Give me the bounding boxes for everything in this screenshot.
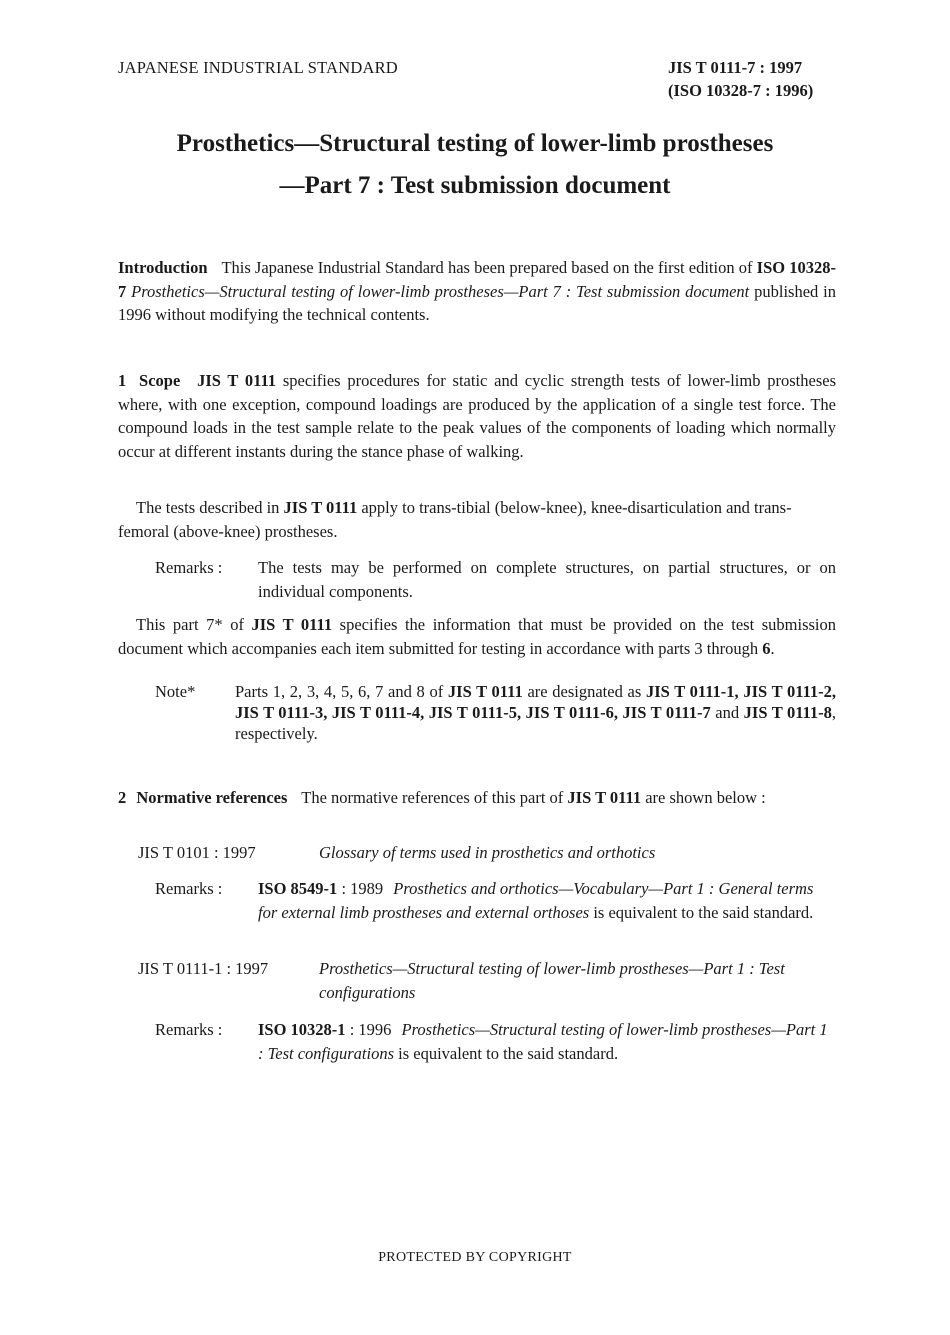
ref1-title: Glossary of terms used in prosthetics and orthotics (319, 843, 656, 862)
normative-number: 2 (118, 788, 127, 807)
ref1-code: JIS T 0101 : 1997 (138, 843, 256, 862)
scope-number: 1 (118, 371, 127, 390)
iso-number: (ISO 10328-7 : 1996) (668, 81, 814, 100)
ref2-title: Prosthetics—Structural testing of lower-limb prostheses—Part 1 : Test configurations (319, 959, 785, 1002)
ref2-remarks-text: ISO 10328-1 : 1996 Prosthetics—Structural testing of lower-limb prostheses—Part 1 : Test configurations is equivalent to the said standard. (258, 1020, 828, 1063)
introduction-heading: Introduction (118, 258, 208, 277)
document-title-line2: —Part 7 : Test submission document (279, 172, 671, 199)
copyright-footer: PROTECTED BY COPYRIGHT (378, 1250, 572, 1265)
scope-remarks-text: The tests may be performed on complete structures, on partial structures, or on individual components. (258, 558, 836, 601)
document-number (668, 56, 813, 102)
note-label: Note* (155, 682, 196, 701)
normative-paragraph: 2 Normative references The normative references of this part of JIS T 0111 are shown below : (118, 788, 766, 807)
jis-number: JIS T 0111-7 : 1997 (668, 58, 803, 77)
introduction-paragraph: Introduction This Japanese Industrial Standard has been prepared based on the first edition of ISO 10328-7 Prosthetics—Structural testing of lower-limb prostheses—Part 7 : Test submission document published in 1996 without modifying the technical contents. (118, 258, 837, 324)
scope-paragraph-3: This part 7* of JIS T 0111 specifies the information that must be provided on the test submission document which accompanies each item submitted for testing in accordance with parts 3 through 6. (118, 615, 837, 658)
scope-paragraph-1: 1 Scope JIS T 0111 specifies procedures for static and cyclic strength tests of lower-limb prostheses where, with one exception, compound loadings are produced by the application of a single test force. The compound loads in the test sample relate to the peak values of the components of loading which normally occur at different instants during the stance phase of walking. (118, 371, 836, 461)
scope-heading: Scope (139, 371, 181, 390)
ref1-remarks-label: Remarks : (155, 879, 223, 898)
ref1-remarks-text: ISO 8549-1 : 1989 Prosthetics and orthotics—Vocabulary—Part 1 : General terms for external limb prostheses and external orthoses is equivalent to the said standard. (258, 879, 814, 922)
normative-heading: Normative references (136, 788, 288, 807)
scope-paragraph-2: The tests described in JIS T 0111 apply to trans-tibial (below-knee), knee-disarticulation and trans-femoral (above-knee) prostheses. (118, 498, 792, 541)
standard-type-label: JAPANESE INDUSTRIAL STANDARD (118, 58, 398, 77)
ref2-remarks-label: Remarks : (155, 1020, 223, 1039)
ref2-code: JIS T 0111-1 : 1997 (138, 959, 269, 978)
note-text: Parts 1, 2, 3, 4, 5, 6, 7 and 8 of JIS T 0111 are designated as JIS T 0111-1, JIS T 0111-2, JIS T 0111-3, JIS T 0111-4, JIS T 0111-5, JIS T 0111-6, JIS T 0111-7 and JIS T 0111-8, respectively. (235, 682, 837, 743)
document-title-line1: Prosthetics—Structural testing of lower-limb prostheses (176, 130, 774, 157)
scope-remarks-label: Remarks : (155, 558, 223, 577)
